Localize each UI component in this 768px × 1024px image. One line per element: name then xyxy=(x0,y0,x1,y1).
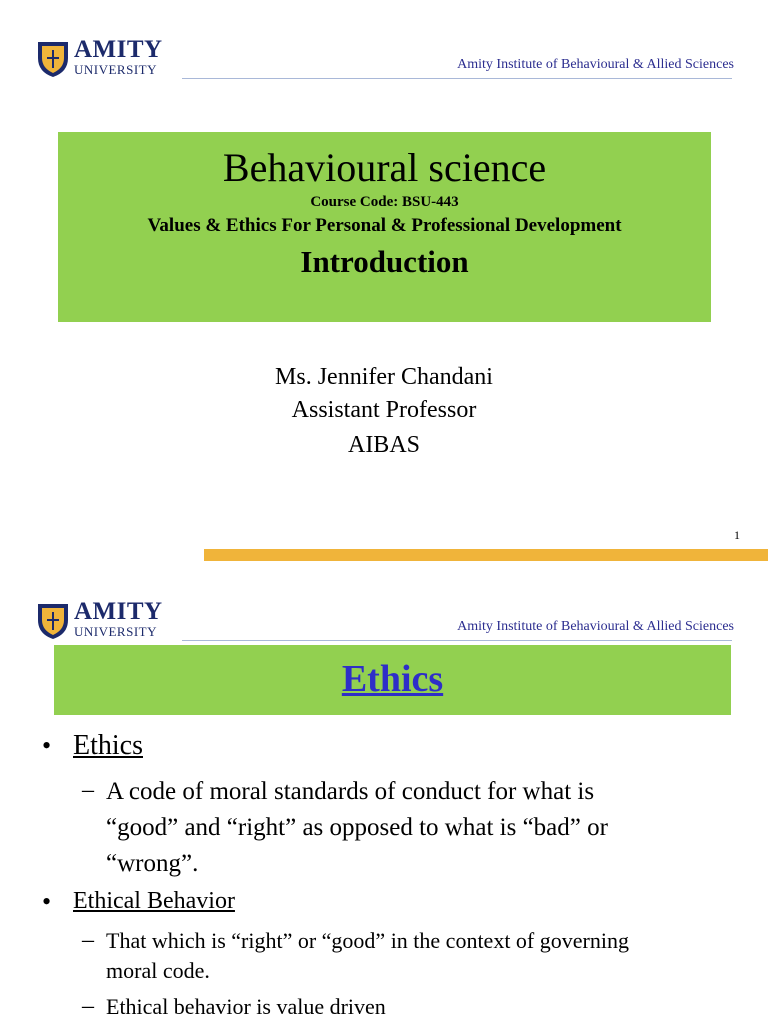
logo-brand: AMITY xyxy=(74,598,163,625)
bullet-icon: • xyxy=(42,731,52,760)
logo-subbrand: UNIVERSITY xyxy=(74,624,157,639)
sub-bullet-right-good xyxy=(106,926,746,986)
sub-bullet-line: “good” and “right” as opposed to what is “bad” or xyxy=(106,814,608,841)
presenter-role: Assistant Professor xyxy=(291,397,477,423)
presenter-dept: AIBAS xyxy=(347,432,420,458)
footer-bar xyxy=(204,549,768,561)
sub-bullet-definition xyxy=(106,774,746,882)
logo-subbrand: UNIVERSITY xyxy=(74,62,157,77)
title-box xyxy=(54,645,731,715)
sub-bullet-line: A code of moral standards of conduct for what is xyxy=(106,778,595,805)
page-number: 1 xyxy=(734,528,740,542)
section-title: Introduction xyxy=(300,244,469,279)
institute-name: Amity Institute of Behavioural & Allied Sciences xyxy=(457,57,734,72)
dash-icon: – xyxy=(82,993,94,1019)
dash-icon: – xyxy=(82,777,94,803)
page-title: Behavioural science xyxy=(222,145,547,190)
sub-bullet-line: “wrong”. xyxy=(106,850,199,877)
page-title: Ethics xyxy=(341,658,444,700)
institute-name: Amity Institute of Behavioural & Allied Sciences xyxy=(457,619,734,634)
bullet-icon: • xyxy=(42,887,52,916)
sub-bullet-value-driven xyxy=(106,992,746,1022)
shield-icon xyxy=(36,38,70,78)
dash-icon: – xyxy=(82,927,94,953)
sub-bullet-line: Ethical behavior is value driven xyxy=(106,994,386,1019)
bullet-label: Ethics xyxy=(73,730,143,761)
course-code: Course Code: BSU-443 xyxy=(310,194,459,210)
bullet-ethics xyxy=(73,730,143,762)
shield-icon xyxy=(36,600,70,640)
bullet-label: Ethical Behavior xyxy=(73,888,235,914)
sub-bullet-line: That which is “right” or “good” in the context of governing xyxy=(106,928,629,953)
amity-logo xyxy=(36,38,168,82)
logo-brand: AMITY xyxy=(74,36,163,63)
course-subtitle: Values & Ethics For Personal & Professional Development xyxy=(147,215,622,236)
amity-logo xyxy=(36,600,168,644)
sub-bullet-line: moral code. xyxy=(106,958,210,983)
header-divider xyxy=(182,640,732,641)
slide-2 xyxy=(0,580,768,1024)
title-box xyxy=(58,132,711,322)
header-divider xyxy=(182,78,732,79)
presenter-name: Ms. Jennifer Chandani xyxy=(275,364,493,390)
bullet-ethical-behavior xyxy=(73,888,235,915)
